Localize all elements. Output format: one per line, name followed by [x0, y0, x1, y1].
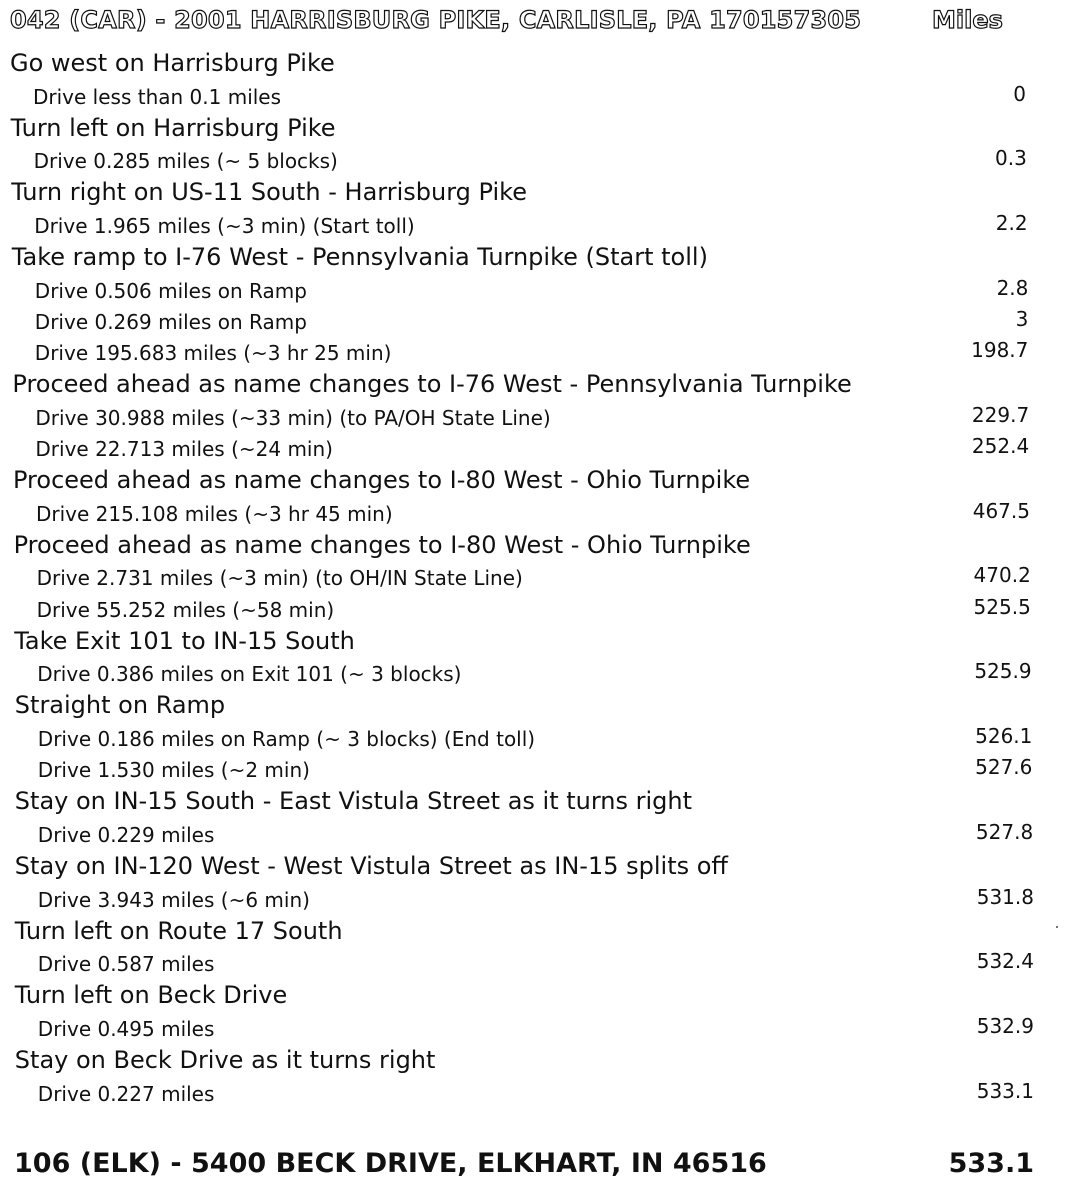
cumulative-miles: 0 — [1013, 82, 1026, 106]
drive-segment-text: Drive 0.229 miles — [37, 823, 215, 847]
drive-segment-text: Drive 0.269 miles on Ramp — [34, 310, 307, 334]
cumulative-miles: 2.2 — [995, 211, 1028, 235]
drive-segment-text: Drive 3.943 miles (~6 min) — [37, 888, 310, 912]
cumulative-miles: 527.6 — [975, 755, 1033, 779]
cumulative-miles: 531.8 — [976, 885, 1034, 909]
drive-segment-text: Drive 0.186 miles on Ramp (~ 3 blocks) (End toll) — [37, 727, 536, 751]
drive-segment-text: Drive 2.731 miles (~3 min) (to OH/IN State Line) — [36, 566, 523, 590]
drive-segment-text: Drive 195.683 miles (~3 hr 25 min) — [34, 341, 392, 365]
drive-segment-text: Drive 1.965 miles (~3 min) (Start toll) — [34, 214, 415, 238]
cumulative-miles: 252.4 — [971, 434, 1030, 458]
drive-segment-text: Drive 0.227 miles — [37, 1082, 215, 1106]
step-instruction: Turn left on Harrisburg Pike — [10, 114, 336, 142]
drive-segment-text: Drive 0.506 miles on Ramp — [34, 279, 307, 303]
drive-segment-text: Drive less than 0.1 miles — [33, 85, 282, 109]
drive-segment-text: Drive 1.530 miles (~2 min) — [37, 758, 310, 782]
cumulative-miles: 198.7 — [971, 338, 1029, 362]
cumulative-miles: 527.8 — [975, 820, 1034, 844]
drive-segment-text: Drive 0.285 miles (~ 5 blocks) — [33, 149, 338, 173]
step-instruction: Stay on Beck Drive as it turns right — [14, 1046, 436, 1074]
drive-segment-text: Drive 0.386 miles on Exit 101 (~ 3 blocks) — [37, 662, 462, 686]
cumulative-miles: 0.3 — [994, 146, 1027, 170]
cumulative-miles: 3 — [1015, 307, 1029, 331]
step-instruction: Turn left on Beck Drive — [14, 981, 288, 1009]
drive-segment-text: Drive 22.713 miles (~24 min) — [35, 437, 333, 461]
step-instruction: Turn right on US-11 South - Harrisburg Pike — [11, 178, 527, 206]
origin-address-heading: 042 (CAR) - 2001 HARRISBURG PIKE, CARLISLE, PA 170157305 — [10, 6, 862, 34]
step-instruction: Take Exit 101 to IN-15 South — [14, 627, 355, 655]
cumulative-miles: 526.1 — [975, 724, 1033, 748]
cumulative-miles: 229.7 — [971, 403, 1030, 427]
cumulative-miles: 533.1 — [976, 1079, 1034, 1103]
step-instruction: Proceed ahead as name changes to I-80 West - Ohio Turnpike — [13, 466, 751, 494]
scan-speck — [1056, 926, 1058, 928]
step-instruction: Take ramp to I-76 West - Pennsylvania Turnpike (Start toll) — [11, 243, 708, 271]
step-instruction: Stay on IN-120 West - West Vistula Street as IN-15 splits off — [14, 852, 728, 880]
drive-segment-text: Drive 0.587 miles — [37, 952, 215, 976]
cumulative-miles: 2.8 — [996, 276, 1029, 300]
step-instruction: Straight on Ramp — [14, 691, 226, 719]
total-miles: 533.1 — [948, 1148, 1034, 1179]
step-instruction: Proceed ahead as name changes to I-76 West - Pennsylvania Turnpike — [12, 370, 852, 398]
step-instruction: Turn left on Route 17 South — [14, 917, 343, 945]
step-instruction: Stay on IN-15 South - East Vistula Street as it turns right — [14, 787, 693, 815]
drive-segment-text: Drive 30.988 miles (~33 min) (to PA/OH State Line) — [35, 406, 551, 430]
drive-segment-text: Drive 55.252 miles (~58 min) — [36, 598, 335, 622]
cumulative-miles: 532.4 — [976, 949, 1034, 973]
cumulative-miles: 525.5 — [973, 595, 1031, 619]
drive-segment-text: Drive 215.108 miles (~3 hr 45 min) — [36, 502, 393, 526]
step-instruction: Go west on Harrisburg Pike — [10, 49, 335, 77]
step-instruction: Proceed ahead as name changes to I-80 West - Ohio Turnpike — [13, 531, 751, 559]
cumulative-miles: 525.9 — [974, 659, 1032, 683]
cumulative-miles: 532.9 — [976, 1014, 1034, 1038]
miles-column-header: Miles — [932, 6, 1003, 34]
drive-segment-text: Drive 0.495 miles — [37, 1017, 215, 1041]
destination-address: 106 (ELK) - 5400 BECK DRIVE, ELKHART, IN 46516 — [14, 1148, 767, 1179]
cumulative-miles: 467.5 — [972, 499, 1030, 523]
cumulative-miles: 470.2 — [973, 563, 1031, 587]
